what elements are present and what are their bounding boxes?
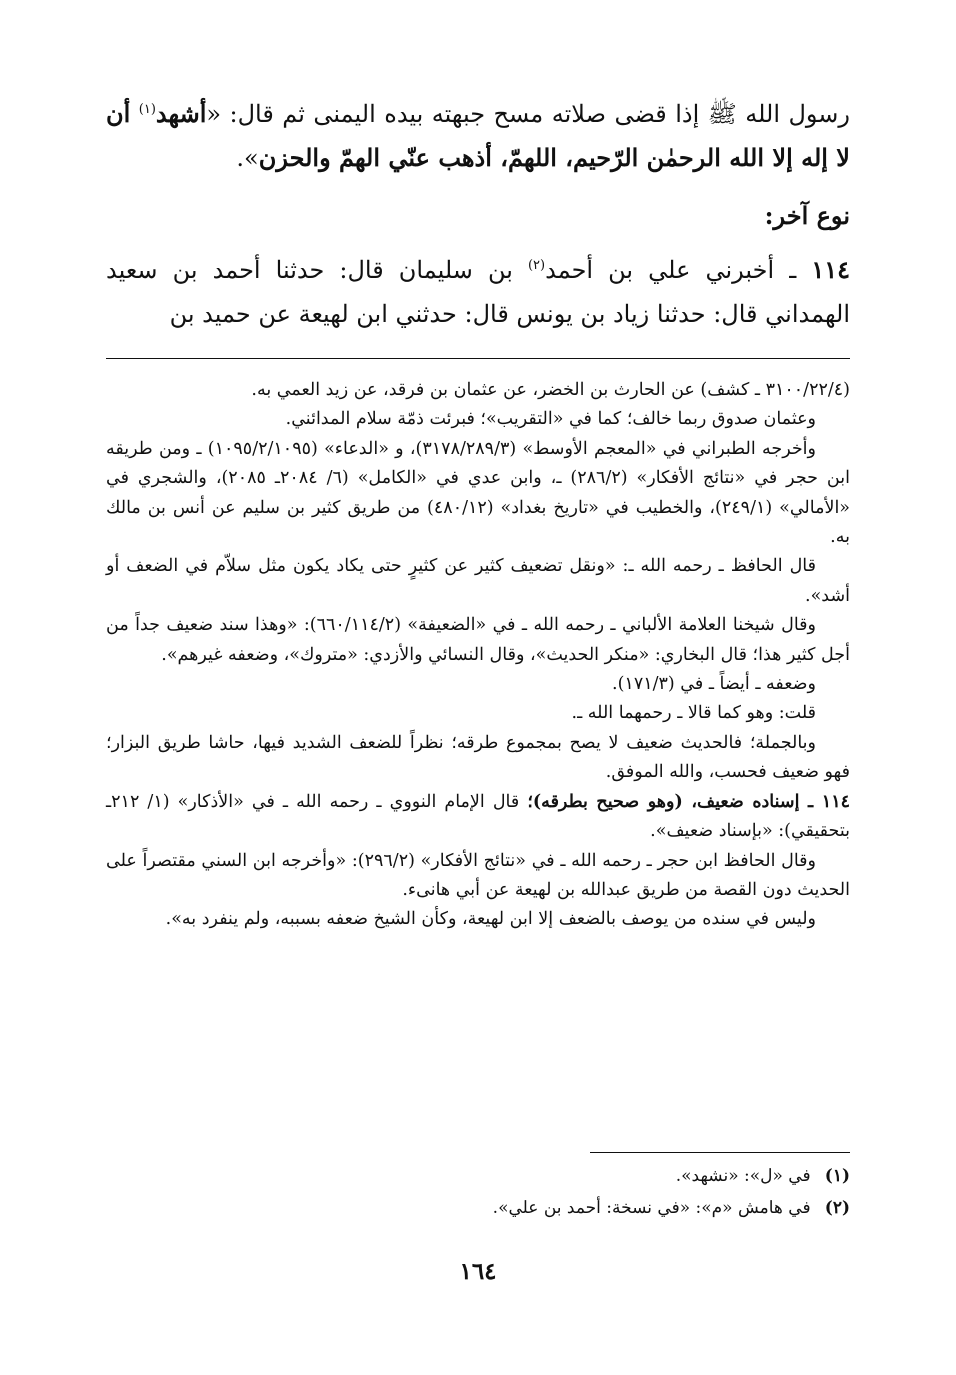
commentary-paragraph: وبالجملة؛ فالحديث ضعيف لا يصح بمجموع طرقه؛ نظراً للضعف الشديد فيها، حاشا طريق البزار؛ فهو ضعيف فحسب، والله الموفق.	[106, 732, 850, 783]
footnote-item	[106, 1192, 850, 1224]
commentary	[106, 376, 850, 935]
section-heading: نوع آخر:	[764, 201, 850, 230]
bold-text: ـ إسناده ضعيف، (وهو صحيح بطرقه)؛	[527, 791, 822, 812]
commentary-paragraph: (٣١٠٠/٢٢/٤ ـ كشف) عن الحارث بن الخضر، عن عثمان بن فرقد، عن زيد العمي به.	[251, 380, 850, 400]
text: ».	[236, 144, 259, 172]
footnote-text: في «ل»: «نشهد».	[675, 1166, 811, 1186]
footnote-number: (١)	[824, 1166, 850, 1186]
text: ـ أخبرني علي بن أحمد	[545, 256, 812, 284]
commentary-paragraph: وضعفه ـ أيضاً ـ في (١٧١/٣).	[612, 674, 816, 695]
commentary-paragraph: وقال الحافظ ابن حجر ـ رحمه الله ـ في «نتائج الأفكار» (٢٩٦/٢): «وأخرجه ابن السني مقتصراً على الحديث دون القصة من طريق عبدالله بن لهيعة عن أبي هانىء.	[106, 850, 850, 900]
text: رسول الله ﷺ إذا قضى صلاته مسح جبهته بيده اليمنى ثم قال: «	[206, 100, 850, 128]
commentary-paragraph: وليس في سنده من يوصف بالضعف إلا ابن لهيعة، وكأن الشيخ ضعفه بسببه، ولم ينفرد به».	[165, 909, 816, 930]
main-paragraph-2	[106, 248, 850, 336]
text: قال الإمام النووي ـ رحمه الله ـ في «الأذكار» (١/ ٢١٢ـ بتحقيقي): «بإسناد ضعيف».	[106, 791, 850, 842]
main-text	[106, 92, 850, 336]
footnote-item	[106, 1160, 850, 1192]
commentary-paragraph: وقال شيخنا العلامة الألباني ـ رحمه الله ـ في «الضعيفة» (٦٦٠/١١٤/٢): «وهذا سند ضعيف جداً من أجل كثير هذا؛ قال البخاري: «منكر الحديث»، وقال النسائي والأزدي: «متروك»، وضعفه غيرهم».	[106, 615, 850, 665]
footnotes	[106, 1160, 850, 1224]
footnote-ref-2[interactable]: (٢)	[527, 258, 546, 273]
footnote-number: (٢)	[824, 1198, 850, 1218]
hadith-number: ١١٤	[821, 791, 850, 812]
bold-text: أن لا إله إلا الله الرحمٰن الرّحيم، اللهمّ، أذهب عنّي الهمّ والحزن	[106, 99, 850, 172]
commentary-paragraph	[106, 788, 850, 847]
commentary-paragraph: قلت: وهو كما قالا ـ رحمهما الله ـ.	[571, 703, 816, 724]
commentary-paragraph: وعثمان صدوق ربما خالف؛ كما في «التقريب»؛ فبرئت ذمّة سلام المدائني.	[285, 409, 816, 430]
hadith-number: ١١٤	[811, 255, 850, 284]
commentary-paragraph: وأخرجه الطبراني في «المعجم الأوسط» (٣١٧٨/٢٨٩/٣)، و «الدعاء» (١٠٩٥/٢/١٠٩٥) ـ ومن طريقه ابن حجر في «نتائج الأفكار» (٢٨٦/٢) ـ، وابن عدي في «الكامل» (٦/ ٢٠٨٤ـ ٢٠٨٥)، والشجري في «الأمالي» (٢٤٩/١)، والخطيب في «تاريخ بغداد» (٤٨٠/١٢) من طريق كثير بن سليم عن أنس بن مالك به.	[106, 438, 851, 548]
main-paragraph-1	[106, 92, 850, 180]
footnote-divider	[590, 1152, 850, 1153]
footnote-ref-1[interactable]: (١)	[138, 102, 156, 117]
bold-text: أشهد	[155, 99, 207, 128]
commentary-paragraph: قال الحافظ ـ رحمه الله ـ: «ونقل تضعيف كثير عن كثيرٍ حتى يكاد يكون مثل سلاّم في الضعف أو أشد».	[106, 556, 850, 606]
page-number: ١٦٤	[459, 1258, 497, 1285]
text: بن سليمان قال: حدثنا أحمد بن سعيد الهمداني قال: حدثنا زياد بن يونس قال: حدثني ابن لهيعة عن حميد بن	[106, 256, 850, 328]
divider	[106, 358, 850, 359]
footnote-text: في هامش «م»: «في نسخة: أحمد بن علي».	[492, 1198, 811, 1218]
